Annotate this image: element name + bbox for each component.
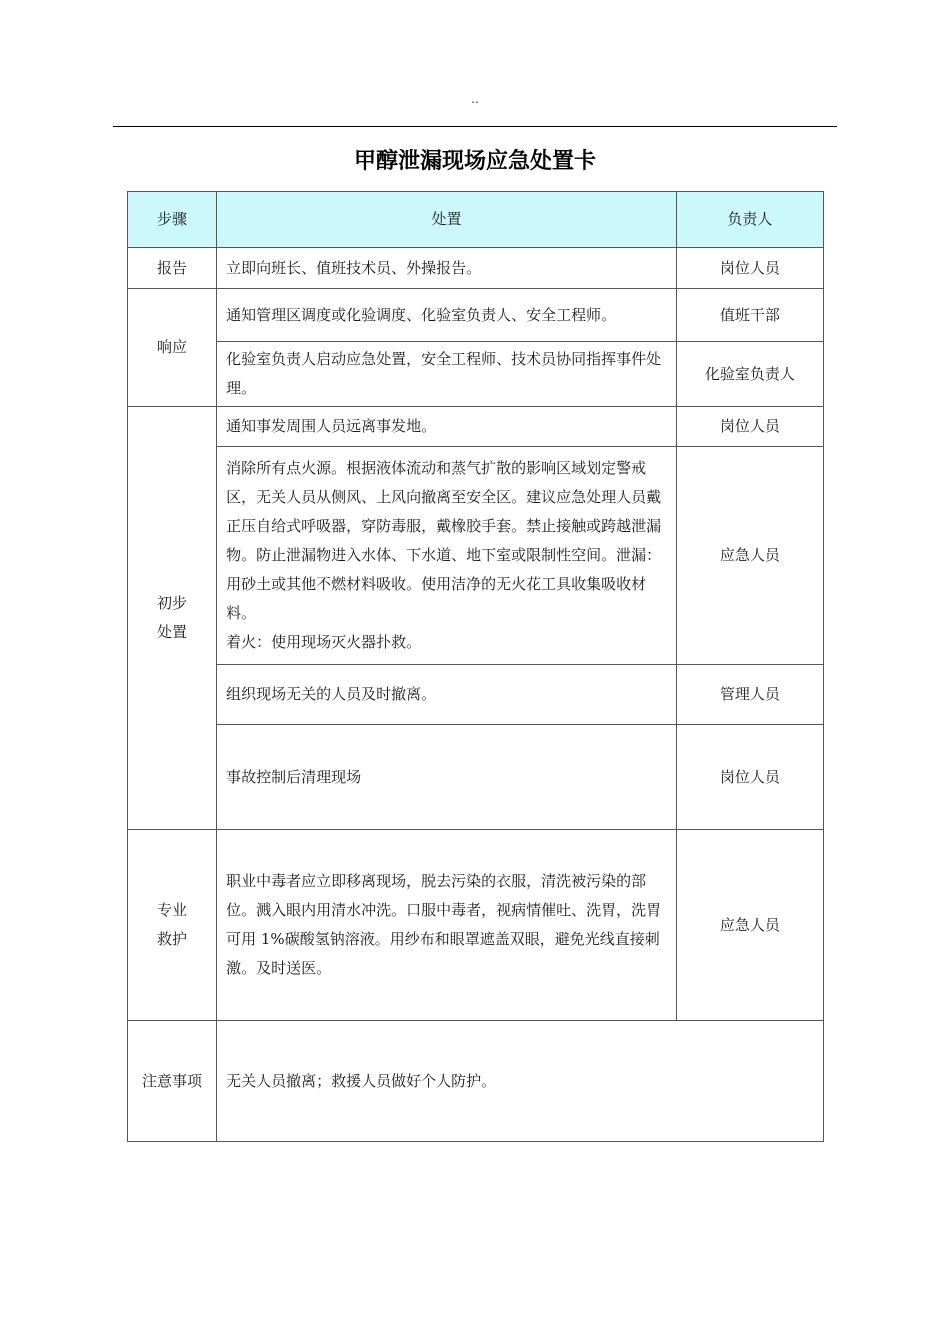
action-cell: 事故控制后清理现场 [217, 725, 677, 830]
table-row [128, 665, 824, 725]
action-cell: 职业中毒者应立即移离现场，脱去污染的衣服，清洗被污染的部位。溅入眼内用清水冲洗。口服中毒者，视病情催吐、洗胃，洗胃可用 1%碳酸氢钠溶液。用纱布和眼罩遮盖双眼，避免光线直接刺激。及时送医。 [217, 830, 677, 1021]
table-row [128, 447, 824, 665]
header-cell-owner: 负责人 [676, 192, 823, 248]
owner-cell: 管理人员 [676, 665, 823, 725]
step-cell-precautions: 注意事项 [128, 1021, 217, 1142]
table-row [128, 830, 824, 1021]
step-cell-initial-response [128, 407, 217, 830]
action-cell: 通知管理区调度或化验调度、化验室负责人、安全工程师。 [217, 289, 677, 342]
step-cell-response: 响应 [128, 289, 217, 407]
table-row [128, 289, 824, 342]
action-cell: 组织现场无关的人员及时撤离。 [217, 665, 677, 725]
action-cell [217, 447, 677, 665]
action-cell: 化验室负责人启动应急处置，安全工程师、技术员协同指挥事件处理。 [217, 342, 677, 407]
owner-cell: 应急人员 [676, 830, 823, 1021]
table-row [128, 1021, 824, 1142]
owner-cell: 值班干部 [676, 289, 823, 342]
header-rule [113, 126, 837, 127]
owner-cell: 岗位人员 [676, 725, 823, 830]
action-cell: 无关人员撤离；救援人员做好个人防护。 [217, 1021, 824, 1142]
header-cell-step: 步骤 [128, 192, 217, 248]
action-text-fire: 着火：使用现场灭火器扑救。 [226, 633, 422, 651]
owner-cell: 化验室负责人 [676, 342, 823, 407]
owner-cell: 岗位人员 [676, 407, 823, 447]
table-row [128, 248, 824, 289]
action-text: 消除所有点火源。根据液体流动和蒸气扩散的影响区域划定警戒区，无关人员从侧风、上风向撤离至安全区。建议应急处理人员戴正压自给式呼吸器，穿防毒服，戴橡胶手套。禁止接触或跨越泄漏物。防止泄漏物进入水体、下水道、地下室或限制性空间。泄漏：用砂土或其他不燃材料吸收。使用洁净的无火花工具收集吸收材料。 [226, 459, 662, 622]
page-title: 甲醇泄漏现场应急处置卡 [353, 149, 596, 174]
table-row [128, 725, 824, 830]
action-cell: 立即向班长、值班技术员、外操报告。 [217, 248, 677, 289]
step-label: 初步处置 [157, 594, 188, 641]
emergency-card-table [127, 191, 824, 1142]
header-mark: .. [471, 92, 479, 106]
table-row [128, 342, 824, 407]
owner-cell: 应急人员 [676, 447, 823, 665]
action-cell: 通知事发周围人员远离事发地。 [217, 407, 677, 447]
step-label: 专业救护 [157, 901, 188, 948]
step-cell-professional-rescue [128, 830, 217, 1021]
header-cell-action: 处置 [217, 192, 677, 248]
owner-cell: 岗位人员 [676, 248, 823, 289]
table-header-row [128, 192, 824, 248]
table-row [128, 407, 824, 447]
step-cell-report: 报告 [128, 248, 217, 289]
